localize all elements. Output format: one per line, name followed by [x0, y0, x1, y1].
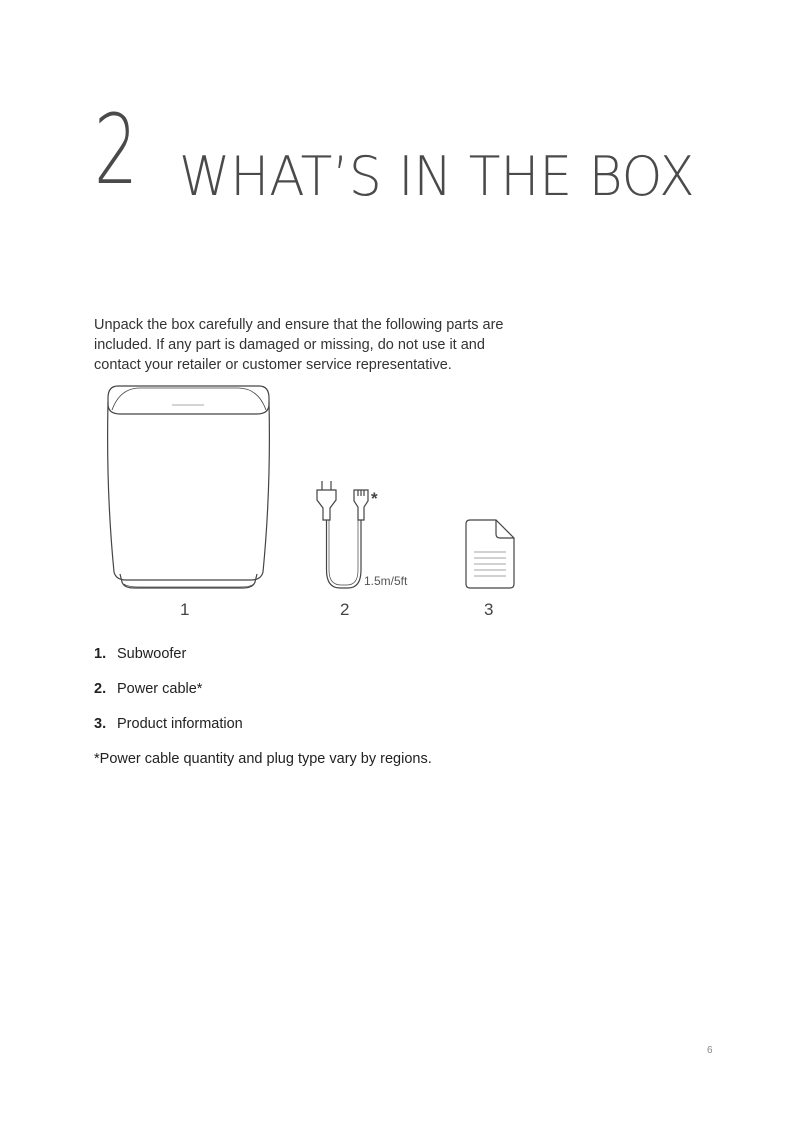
list-item-label: Product information [117, 716, 243, 732]
cable-asterisk: * [371, 489, 378, 508]
list-item-label: Subwoofer [117, 646, 187, 662]
list-item [94, 645, 243, 680]
intro-paragraph: Unpack the box carefully and ensure that the following parts are included. If any part is damaged or missing, do not use it and contact your retailer or customer service representative. [94, 317, 504, 373]
page-number: 6 [707, 1045, 713, 1056]
list-item [94, 715, 243, 750]
list-item-number: 3. [94, 716, 107, 732]
page-title: WHAT’S IN THE BOX [179, 145, 695, 208]
list-item-number: 2. [94, 681, 107, 697]
figure-label-1: 1 [180, 600, 190, 619]
subwoofer-illustration [108, 386, 270, 588]
figure-label-3: 3 [484, 600, 494, 619]
document-illustration [466, 520, 514, 588]
list-item-label: Power cable* [117, 681, 203, 697]
chapter-number: 2 [94, 94, 137, 206]
cable-length-label: 1.5m/5ft [364, 574, 408, 588]
list-item-number: 1. [94, 646, 107, 662]
parts-list [94, 645, 243, 750]
figure-label-2: 2 [340, 600, 350, 619]
list-item [94, 680, 243, 715]
power-cable-illustration [317, 481, 368, 588]
footnote: *Power cable quantity and plug type vary by regions. [94, 751, 432, 767]
